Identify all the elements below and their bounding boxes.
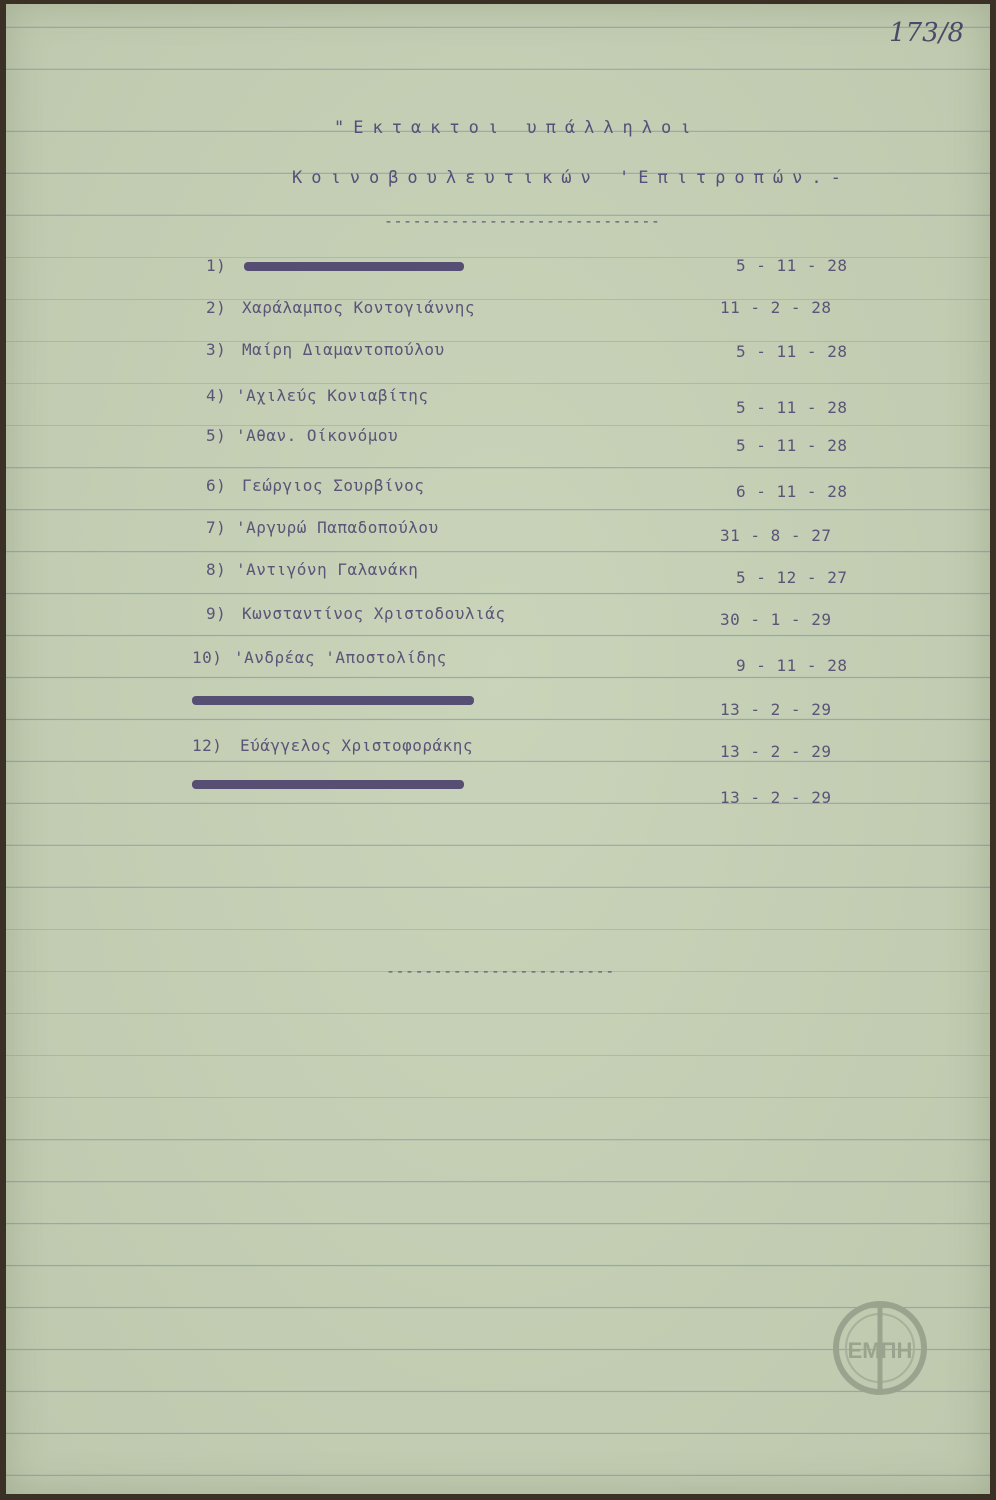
- title-line-1: "Εκτακτοι υπάλληλοι: [334, 118, 700, 138]
- entry-date: 30 - 1 - 29: [720, 610, 832, 629]
- entry-number: 2): [206, 298, 227, 317]
- top-rule: -----------------------------: [384, 212, 661, 230]
- entry-number: 4): [206, 386, 227, 405]
- entry-date: 13 - 2 - 29: [720, 700, 832, 719]
- entry-name: Μαίρη Διαμαντοπούλου: [242, 340, 445, 359]
- entry-name: 'Ανδρέας 'Αποστολίδης: [234, 648, 447, 667]
- document-page: [6, 4, 990, 1494]
- entry-date: 31 - 8 - 27: [720, 526, 832, 545]
- entry-number: 10): [192, 648, 223, 667]
- entry-date: 5 - 11 - 28: [736, 436, 848, 455]
- entry-date: 13 - 2 - 29: [720, 788, 832, 807]
- entry-number: 1): [206, 256, 227, 275]
- entry-number: 8): [206, 560, 227, 579]
- entry-number: 6): [206, 476, 227, 495]
- folio-number: 173/8: [889, 18, 964, 48]
- entry-name: 'Αντιγόνη Γαλανάκη: [236, 560, 419, 579]
- entry-name: Κωνσταντίνος Χριστοδουλιάς: [242, 604, 506, 623]
- entry-name: Εύάγγελος Χριστοφοράκης: [240, 736, 474, 755]
- entry-date: 5 - 11 - 28: [736, 398, 848, 417]
- entry-number: 9): [206, 604, 227, 623]
- struck-out-name: [244, 262, 464, 271]
- entry-date: 5 - 12 - 27: [736, 568, 848, 587]
- entry-date: 11 - 2 - 28: [720, 298, 832, 317]
- entry-name: 'Αθαν. Οίκονόμου: [236, 426, 399, 445]
- stamp-text: ΕΜΠΗ: [847, 1338, 913, 1363]
- entry-date: 5 - 11 - 28: [736, 256, 848, 275]
- entry-name: 'Αχιλεύς Κονιαβίτης: [236, 386, 429, 405]
- entry-number: 12): [192, 736, 223, 755]
- entry-name: Χαράλαμπος Κοντογιάννης: [242, 298, 476, 317]
- entry-name: 'Αργυρώ Παπαδοπούλου: [236, 518, 439, 537]
- entry-number: 5): [206, 426, 227, 445]
- title-line-2: Κοινοβουλευτικών 'Επιτροπών.-: [292, 168, 850, 188]
- entry-date: 9 - 11 - 28: [736, 656, 848, 675]
- struck-out-name: [192, 696, 474, 705]
- entry-number: 3): [206, 340, 227, 359]
- archive-stamp-icon: [832, 1300, 928, 1396]
- entry-date: 13 - 2 - 29: [720, 742, 832, 761]
- bottom-rule: ------------------------: [386, 962, 615, 980]
- entry-date: 6 - 11 - 28: [736, 482, 848, 501]
- entry-number: 7): [206, 518, 227, 537]
- entry-date: 5 - 11 - 28: [736, 342, 848, 361]
- entry-name: Γεώργιος Σουρβίνος: [242, 476, 425, 495]
- struck-out-name: [192, 780, 464, 789]
